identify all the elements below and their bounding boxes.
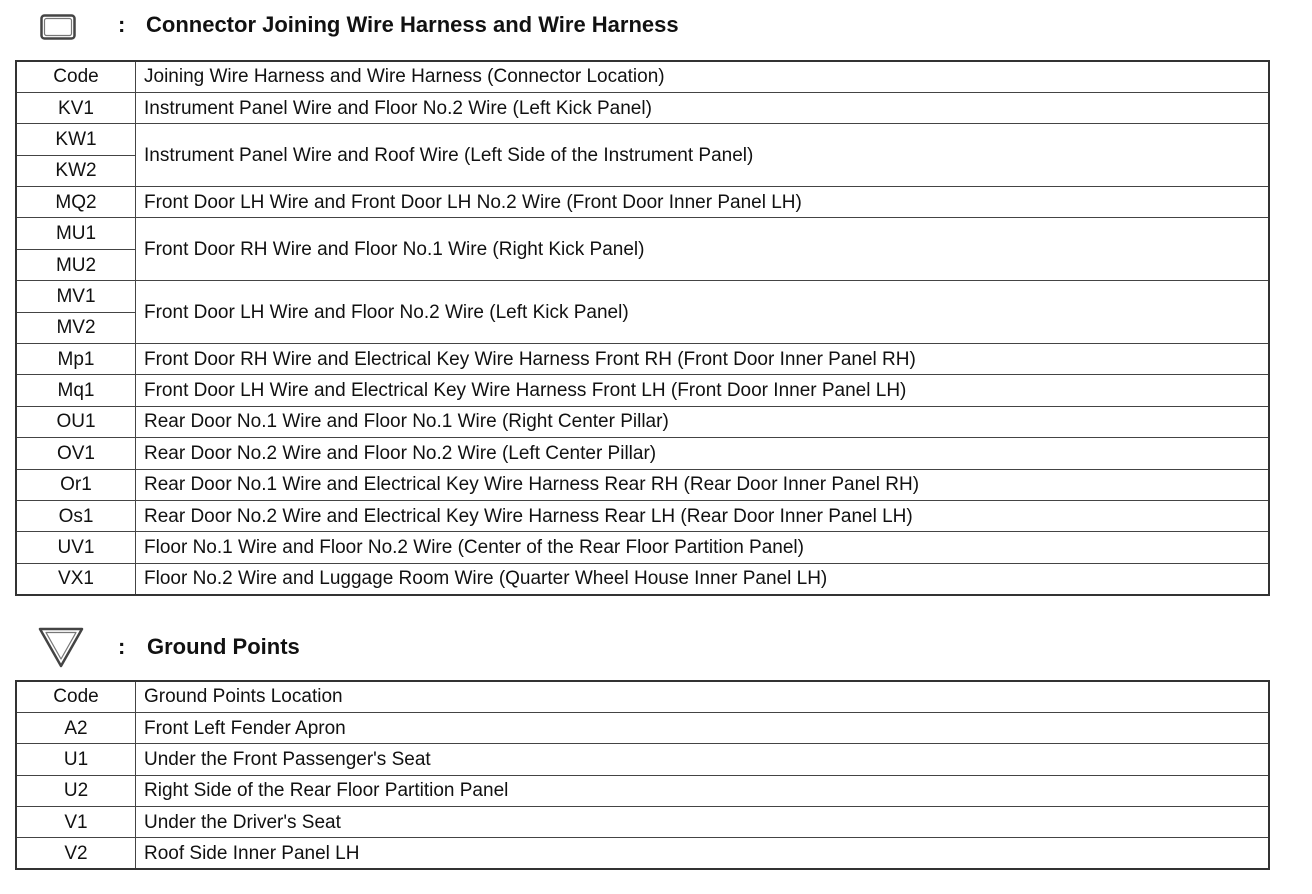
connector-row <box>16 438 1269 469</box>
connector-row <box>16 218 1269 249</box>
rectangle-box-icon <box>40 14 76 40</box>
code-cell: V1 <box>16 807 136 838</box>
section-colon: : <box>118 12 126 37</box>
code-cell: KW2 <box>16 155 136 186</box>
description-cell: Instrument Panel Wire and Floor No.2 Wire (Left Kick Panel) <box>136 92 1270 123</box>
header-code-cell: Code <box>16 61 136 92</box>
code-cell: MV2 <box>16 312 136 343</box>
code-cell: KV1 <box>16 92 136 123</box>
code-cell: MV1 <box>16 281 136 312</box>
description-cell: Front Left Fender Apron <box>136 712 1270 743</box>
description-cell: Front Door RH Wire and Floor No.1 Wire (Right Kick Panel) <box>136 218 1270 281</box>
code-cell: Or1 <box>16 469 136 500</box>
section-colon: : <box>118 634 126 659</box>
ground-points-table <box>15 680 1270 870</box>
connector-row <box>16 281 1269 312</box>
description-cell: Front Door LH Wire and Electrical Key Wire Harness Front LH (Front Door Inner Panel LH) <box>136 375 1270 406</box>
ground-point-row <box>16 744 1269 775</box>
code-cell: OV1 <box>16 438 136 469</box>
connector-row <box>16 187 1269 218</box>
connector-row <box>16 406 1269 437</box>
code-cell: U1 <box>16 744 136 775</box>
connector-row <box>16 500 1269 531</box>
ground-point-row <box>16 807 1269 838</box>
code-cell: U2 <box>16 775 136 806</box>
code-cell: Os1 <box>16 500 136 531</box>
description-cell: Front Door RH Wire and Electrical Key Wire Harness Front RH (Front Door Inner Panel RH) <box>136 344 1270 375</box>
connector-table <box>15 60 1270 596</box>
table-header-row <box>16 61 1269 92</box>
description-cell: Floor No.2 Wire and Luggage Room Wire (Quarter Wheel House Inner Panel LH) <box>136 563 1270 594</box>
ground-section-title: Ground Points <box>147 634 300 659</box>
down-triangle-icon <box>38 626 84 668</box>
connector-row <box>16 344 1269 375</box>
connector-section-title: Connector Joining Wire Harness and Wire Harness <box>146 12 679 37</box>
description-cell: Rear Door No.1 Wire and Electrical Key Wire Harness Rear RH (Rear Door Inner Panel RH) <box>136 469 1270 500</box>
description-cell: Floor No.1 Wire and Floor No.2 Wire (Center of the Rear Floor Partition Panel) <box>136 532 1270 563</box>
header-code-cell: Code <box>16 681 136 712</box>
connector-row <box>16 532 1269 563</box>
code-cell: MQ2 <box>16 187 136 218</box>
description-cell: Front Door LH Wire and Front Door LH No.2 Wire (Front Door Inner Panel LH) <box>136 187 1270 218</box>
code-cell: A2 <box>16 712 136 743</box>
description-cell: Front Door LH Wire and Floor No.2 Wire (Left Kick Panel) <box>136 281 1270 344</box>
ground-point-row <box>16 775 1269 806</box>
code-cell: VX1 <box>16 563 136 594</box>
code-cell: UV1 <box>16 532 136 563</box>
description-cell: Under the Front Passenger's Seat <box>136 744 1270 775</box>
description-cell: Rear Door No.2 Wire and Electrical Key Wire Harness Rear LH (Rear Door Inner Panel LH) <box>136 500 1270 531</box>
ground-point-row <box>16 712 1269 743</box>
code-cell: OU1 <box>16 406 136 437</box>
table-header-row <box>16 681 1269 712</box>
description-cell: Under the Driver's Seat <box>136 807 1270 838</box>
connector-row <box>16 469 1269 500</box>
connector-row <box>16 563 1269 594</box>
header-description-cell: Joining Wire Harness and Wire Harness (Connector Location) <box>136 61 1270 92</box>
code-cell: KW1 <box>16 124 136 155</box>
code-cell: V2 <box>16 838 136 869</box>
description-cell: Rear Door No.1 Wire and Floor No.1 Wire (Right Center Pillar) <box>136 406 1270 437</box>
connector-row <box>16 375 1269 406</box>
description-cell: Right Side of the Rear Floor Partition Panel <box>136 775 1270 806</box>
connector-row <box>16 124 1269 155</box>
description-cell: Roof Side Inner Panel LH <box>136 838 1270 869</box>
description-cell: Rear Door No.2 Wire and Floor No.2 Wire (Left Center Pillar) <box>136 438 1270 469</box>
code-cell: Mp1 <box>16 344 136 375</box>
connector-row <box>16 92 1269 123</box>
header-description-cell: Ground Points Location <box>136 681 1270 712</box>
code-cell: MU1 <box>16 218 136 249</box>
description-cell: Instrument Panel Wire and Roof Wire (Left Side of the Instrument Panel) <box>136 124 1270 187</box>
code-cell: Mq1 <box>16 375 136 406</box>
code-cell: MU2 <box>16 249 136 280</box>
ground-point-row <box>16 838 1269 869</box>
